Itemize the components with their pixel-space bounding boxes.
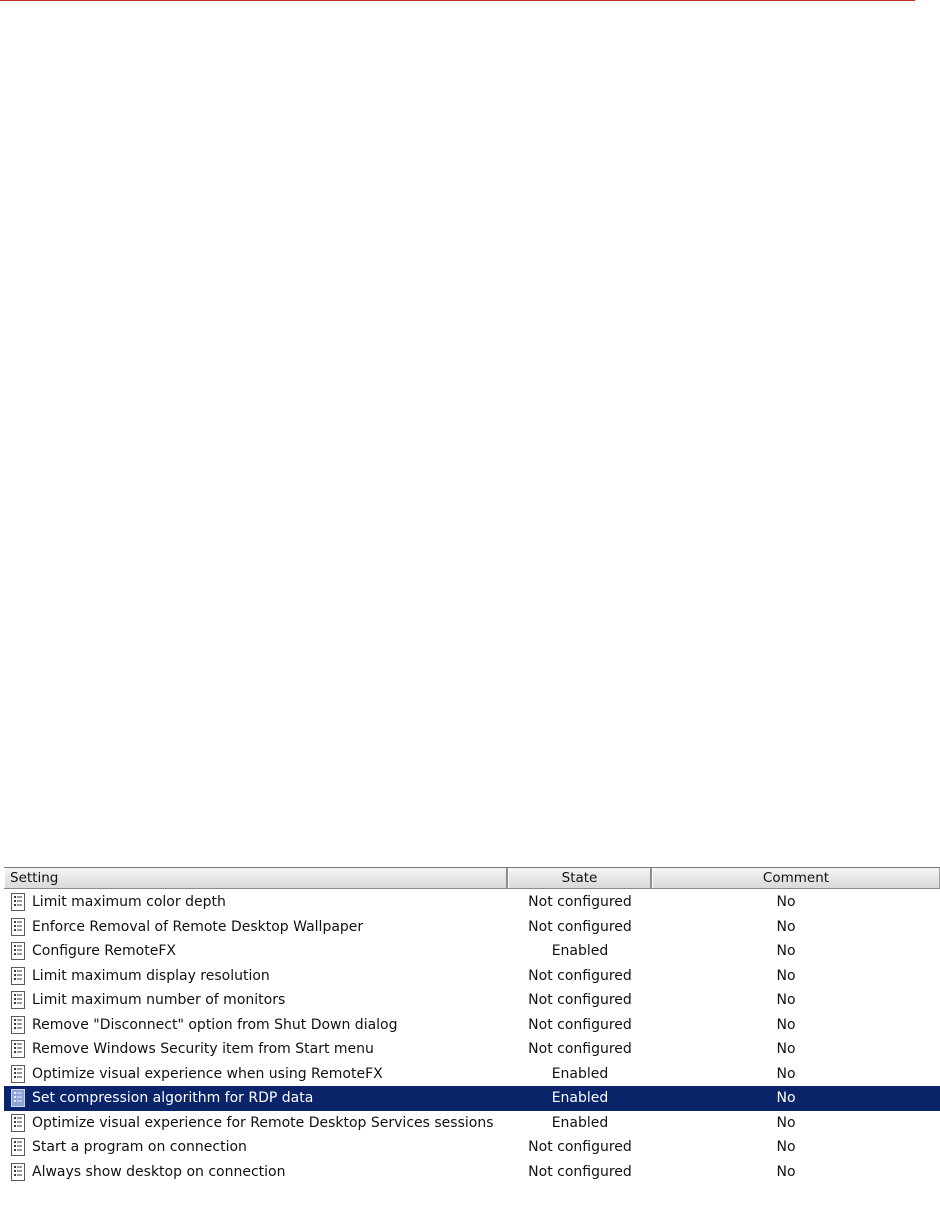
setting-name: Start a program on connection [32,1139,247,1156]
setting-name: Remove Windows Security item from Start menu [32,1041,374,1058]
comment-cell: No [776,943,796,960]
table-row[interactable] [4,1135,940,1160]
table-row[interactable] [4,890,940,915]
setting-name: Remove "Disconnect" option from Shut Down dialog [32,1016,398,1033]
setting-cell [4,1016,508,1034]
table-row[interactable] [4,1086,940,1111]
table-row[interactable] [4,988,940,1013]
setting-cell [4,1040,508,1058]
table-row[interactable] [4,1062,940,1087]
state-cell: Not configured [528,967,632,984]
state-cell: Not configured [528,894,632,911]
setting-cell [4,1065,508,1083]
comment-cell: No [776,1090,796,1107]
policy-setting-icon [10,1138,26,1156]
comment-cell: No [776,1139,796,1156]
state-cell: Not configured [528,992,632,1009]
policy-setting-icon [10,918,26,936]
comment-cell: No [776,1016,796,1033]
policy-setting-icon [10,1065,26,1083]
table-row[interactable] [4,964,940,989]
policy-setting-icon [10,893,26,911]
setting-cell [4,1163,508,1181]
setting-cell [4,893,508,911]
setting-name: Configure RemoteFX [32,943,176,960]
table-row[interactable] [4,1013,940,1038]
policy-setting-icon [10,1089,26,1107]
column-header-setting[interactable] [4,868,508,888]
setting-name: Optimize visual experience when using RemoteFX [32,1065,383,1082]
table-row[interactable] [4,1111,940,1136]
column-header-state-label: State [561,870,598,886]
setting-cell [4,1114,508,1132]
state-cell: Not configured [528,1139,632,1156]
setting-name: Limit maximum display resolution [32,967,270,984]
list-header [4,867,940,889]
table-row[interactable] [4,1160,940,1185]
table-row[interactable] [4,939,940,964]
setting-cell [4,1138,508,1156]
setting-cell [4,1089,508,1107]
top-divider-line [0,0,915,1]
setting-name: Enforce Removal of Remote Desktop Wallpaper [32,918,364,935]
policy-setting-icon [10,1163,26,1181]
setting-name: Set compression algorithm for RDP data [32,1090,314,1107]
policy-setting-icon [10,967,26,985]
column-header-comment-label: Comment [762,870,830,886]
setting-name: Optimize visual experience for Remote Desktop Services sessions [32,1114,494,1131]
comment-cell: No [776,918,796,935]
table-row[interactable] [4,915,940,940]
comment-cell: No [776,894,796,911]
table-row[interactable] [4,1037,940,1062]
setting-name: Always show desktop on connection [32,1163,286,1180]
state-cell: Not configured [528,1041,632,1058]
setting-name: Limit maximum number of monitors [32,992,286,1009]
comment-cell: No [776,967,796,984]
state-cell: Not configured [528,918,632,935]
comment-cell: No [776,992,796,1009]
setting-cell [4,991,508,1009]
state-cell: Enabled [551,943,609,960]
setting-name: Limit maximum color depth [32,894,226,911]
setting-cell [4,967,508,985]
comment-cell: No [776,1163,796,1180]
comment-cell: No [776,1041,796,1058]
policy-setting-icon [10,1016,26,1034]
column-header-comment[interactable] [652,868,940,888]
state-cell: Enabled [551,1114,609,1131]
column-header-state[interactable] [508,868,652,888]
state-cell: Not configured [528,1016,632,1033]
list-rows [4,890,940,1184]
setting-cell [4,918,508,936]
column-header-setting-label: Setting [10,870,59,886]
comment-cell: No [776,1114,796,1131]
state-cell: Not configured [528,1163,632,1180]
policy-setting-icon [10,991,26,1009]
state-cell: Enabled [551,1090,609,1107]
policy-settings-list[interactable] [4,867,940,1184]
comment-cell: No [776,1065,796,1082]
policy-setting-icon [10,942,26,960]
policy-setting-icon [10,1040,26,1058]
policy-setting-icon [10,1114,26,1132]
state-cell: Enabled [551,1065,609,1082]
setting-cell [4,942,508,960]
